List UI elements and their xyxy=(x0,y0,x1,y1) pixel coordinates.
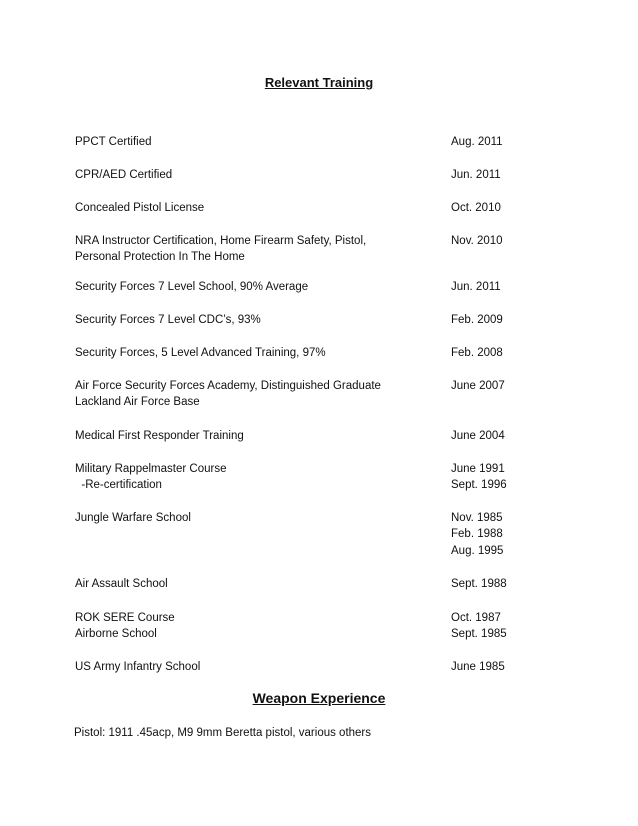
training-description-line: Jungle Warfare School xyxy=(75,512,191,524)
training-description-line: Security Forces 7 Level CDC’s, 93% xyxy=(75,314,261,326)
weapon-experience-text: Pistol: 1911 .45acp, M9 9mm Beretta pistol, various others xyxy=(74,727,372,739)
training-description-line: US Army Infantry School xyxy=(75,661,201,673)
training-date-line: Aug. 1995 xyxy=(451,544,504,557)
training-description-line: Concealed Pistol License xyxy=(75,202,205,214)
training-description-line: Air Assault School xyxy=(75,578,168,590)
training-description xyxy=(75,659,435,675)
training-date xyxy=(451,461,601,494)
training-description-line: Air Force Security Forces Academy, Distinguished Graduate xyxy=(75,380,381,392)
training-description xyxy=(75,345,435,361)
training-description xyxy=(75,610,435,643)
training-date-line: Jun. 2011 xyxy=(451,281,501,293)
training-date xyxy=(451,428,601,444)
weapon-experience-heading: Weapon Experience xyxy=(252,690,386,706)
training-date xyxy=(451,610,601,643)
training-date-line: Aug. 2011 xyxy=(451,136,503,148)
training-date-line: June 1991 xyxy=(451,463,505,475)
training-description-line: Personal Protection In The Home xyxy=(75,251,245,264)
training-description-line: -Re-certification xyxy=(75,479,162,492)
training-date xyxy=(451,134,601,150)
training-description-line: Airborne School xyxy=(75,628,157,641)
training-description-line: CPR/AED Certified xyxy=(75,169,173,181)
training-description-line: Security Forces 7 Level School, 90% Average xyxy=(75,281,309,293)
relevant-training-heading: Relevant Training xyxy=(264,75,374,90)
training-date-line: Oct. 1987 xyxy=(451,612,501,624)
training-description xyxy=(75,134,435,150)
training-date-line: June 1985 xyxy=(451,661,505,673)
training-description xyxy=(75,279,435,295)
training-date-line: Feb. 2008 xyxy=(451,347,503,359)
training-description xyxy=(75,312,435,328)
training-date-line: Sept. 1996 xyxy=(451,479,507,492)
training-description xyxy=(75,576,435,592)
training-date xyxy=(451,233,601,249)
training-date-line: Nov. 2010 xyxy=(451,235,503,247)
training-description xyxy=(75,461,435,494)
training-date-line: Nov. 1985 xyxy=(451,512,503,524)
training-description xyxy=(75,510,435,526)
training-date xyxy=(451,378,601,394)
training-date-line: Jun. 2011 xyxy=(451,169,501,181)
training-description-line: Security Forces, 5 Level Advanced Training, 97% xyxy=(75,347,326,359)
training-date xyxy=(451,345,601,361)
training-description-line: ROK SERE Course xyxy=(75,612,175,624)
training-description xyxy=(75,200,435,216)
training-date xyxy=(451,167,601,183)
training-description-line: NRA Instructor Certification, Home Firearm Safety, Pistol, xyxy=(75,235,367,247)
training-date-line: June 2007 xyxy=(451,380,505,392)
training-date xyxy=(451,510,601,559)
training-date-line: Feb. 2009 xyxy=(451,314,503,326)
training-description xyxy=(75,428,435,444)
training-description xyxy=(75,233,435,266)
training-date xyxy=(451,279,601,295)
training-date-line: Sept. 1988 xyxy=(451,578,507,590)
training-description xyxy=(75,167,435,183)
training-description-line: Medical First Responder Training xyxy=(75,430,244,442)
training-description xyxy=(75,378,435,411)
training-date xyxy=(451,659,601,675)
training-date xyxy=(451,200,601,216)
training-date-line: June 2004 xyxy=(451,430,505,442)
training-date-line: Sept. 1985 xyxy=(451,628,507,641)
training-description-line: PPCT Certified xyxy=(75,136,152,148)
training-date xyxy=(451,312,601,328)
training-date xyxy=(451,576,601,592)
training-description-line: Military Rappelmaster Course xyxy=(75,463,227,475)
training-date-line: Feb. 1988 xyxy=(451,528,503,541)
training-date-line: Oct. 2010 xyxy=(451,202,501,214)
training-description-line: Lackland Air Force Base xyxy=(75,396,200,409)
